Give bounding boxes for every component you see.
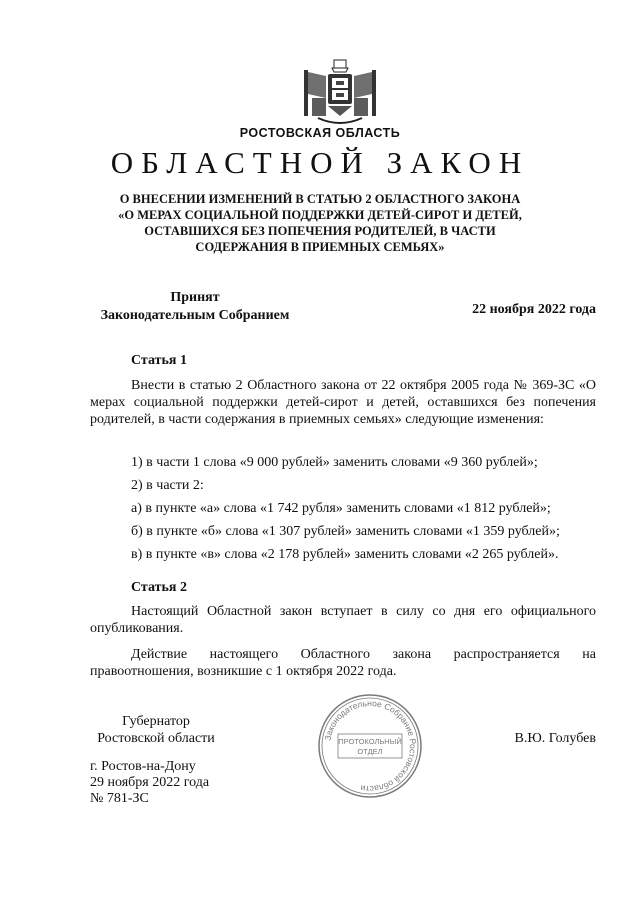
article-2-heading: Статья 2 — [131, 580, 187, 595]
article-2-para-1 — [90, 603, 596, 637]
adopted-body: Законодательным Собранием — [100, 308, 290, 323]
article-1-item: 2) в части 2: — [131, 478, 204, 493]
article-1-intro — [90, 377, 596, 428]
stamp-ring-text: Законодательное Собрание Ростовской области — [322, 697, 419, 795]
signing-details — [90, 759, 209, 807]
signatory-name: В.Ю. Голубев — [514, 731, 596, 746]
article-1-heading: Статья 1 — [131, 353, 187, 368]
article-2-para-1-text: Настоящий Областной закон вступает в силу со дня его официального опубликования. — [90, 604, 596, 636]
law-title-line: «О МЕРАХ СОЦИАЛЬНОЙ ПОДДЕРЖКИ ДЕТЕЙ-СИРОТ И ДЕТЕЙ, — [118, 208, 522, 222]
signing-date: 29 ноября 2022 года — [90, 775, 210, 790]
article-1-intro-text: Внести в статью 2 Областного закона от 22 октября 2005 года № 369-ЗС «О мерах социальной поддержки детей-сирот и детей, оставшихся без попечения родителей, в части содержания в приемных семьях» следующие изменения: — [90, 378, 596, 427]
law-title-line: СОДЕРЖАНИЯ В ПРИЕМНЫХ СЕМЬЯХ» — [195, 240, 445, 254]
law-title-line: О ВНЕСЕНИИ ИЗМЕНЕНИЙ В СТАТЬЮ 2 ОБЛАСТНОГО ЗАКОНА — [119, 192, 521, 206]
stamp-center-line-2: ОТДЕЛ — [357, 747, 383, 756]
article-1-item: б) в пункте «б» слова «1 307 рублей» заменить словами «1 359 рублей»; — [131, 524, 560, 539]
adopted-label: Принят — [170, 290, 220, 305]
adopted-by — [90, 289, 300, 325]
law-title-line: ОСТАВШИХСЯ БЕЗ ПОПЕЧЕНИЯ РОДИТЕЛЕЙ, В ЧАСТИ — [144, 224, 496, 238]
article-2-para-2-text: Действие настоящего Областного закона распространяется на правоотношения, возникшие с 1 октября 2022 года. — [90, 647, 596, 679]
article-2-para-2 — [90, 646, 596, 680]
signatory-title — [90, 713, 222, 747]
region-name: РОСТОВСКАЯ ОБЛАСТЬ — [239, 126, 401, 140]
law-title — [100, 191, 540, 255]
adoption-date: 22 ноября 2022 года — [472, 302, 596, 317]
document-type: ОБЛАСТНОЙ ЗАКОН — [110, 145, 530, 180]
signing-place: г. Ростов-на-Дону — [90, 759, 196, 774]
article-1-item: 1) в части 1 слова «9 000 рублей» заменить словами «9 360 рублей»; — [131, 455, 538, 470]
signatory-title-line: Губернатор — [122, 714, 190, 729]
signatory-title-line: Ростовской области — [97, 731, 215, 746]
article-1-item: в) в пункте «в» слова «2 178 рублей» заменить словами «2 265 рублей». — [131, 547, 559, 562]
stamp-center-line-1: ПРОТОКОЛЬНЫЙ — [338, 737, 402, 746]
official-stamp — [316, 692, 424, 800]
article-1-item: а) в пункте «а» слова «1 742 рубля» заменить словами «1 812 рублей»; — [131, 501, 551, 516]
law-number: № 781-ЗС — [90, 791, 149, 806]
stamp-outer-ring — [319, 695, 421, 797]
coat-of-arms-emblem — [298, 58, 382, 128]
